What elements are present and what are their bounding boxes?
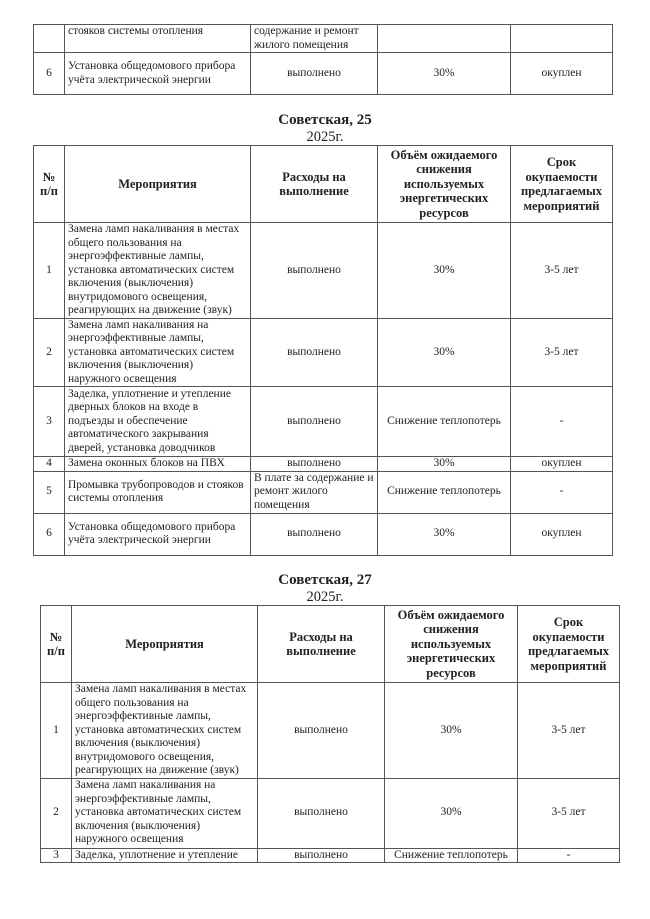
row-number: 6 [34,513,65,555]
header-activity: Мероприятия [65,146,251,223]
cost-cell: выполнено [251,318,378,387]
payback-cell: окуплен [511,513,613,555]
payback-cell: 3-5 лет [518,683,620,779]
header-reduction: Объём ожидаемого снижения используемых энергетических ресурсов [378,146,511,223]
table-row [34,387,613,457]
table-row [34,53,613,95]
activity-cell: Установка общедомового прибора учёта электрической энергии [65,513,251,555]
cost-cell: выполнено [251,53,378,95]
section-year: 2025г. [306,129,344,145]
payback-cell: 3-5 лет [518,778,620,848]
row-number: 3 [34,387,65,457]
header-num: № п/п [34,146,65,223]
reduction-cell: 30% [378,457,511,472]
table-header-row [34,146,613,223]
row-number [34,25,65,53]
cost-cell: выполнено [251,513,378,555]
cost-cell: выполнено [251,223,378,319]
header-payback: Срок окупаемости предлагаемых мероприятий [511,146,613,223]
section-heading [0,572,650,605]
activity-cell: Замена ламп накаливания в местах общего пользования на энергоэффективные лампы, установка автоматических систем включения (выключения) внутридомового освещения, реагирующих на движение (звук) [72,683,258,779]
activity-cell: Заделка, уплотнение и утепление [72,848,258,863]
header-reduction: Объём ожидаемого снижения используемых энергетических ресурсов [385,606,518,683]
measures-table [33,145,613,556]
table-row [34,457,613,472]
table-row [34,25,613,53]
payback-cell: 3-5 лет [511,223,613,319]
table-row [41,778,620,848]
cost-cell: выполнено [251,387,378,457]
payback-cell: окуплен [511,457,613,472]
row-number: 6 [34,53,65,95]
header-cost: Расходы на выполнение [258,606,385,683]
section-heading [0,112,650,145]
reduction-cell [378,25,511,53]
table-header-row [41,606,620,683]
table-row [34,223,613,319]
measures-table [40,605,620,863]
cost-cell: В плате за содержание и ремонт жилого помещения [251,471,378,513]
reduction-cell: 30% [378,513,511,555]
reduction-cell: 30% [378,318,511,387]
row-number: 2 [41,778,72,848]
cost-cell: выполнено [258,683,385,779]
activity-cell: Промывка трубопроводов и стояков системы отопления [65,471,251,513]
reduction-cell: 30% [385,778,518,848]
payback-cell: - [511,387,613,457]
reduction-cell: 30% [378,53,511,95]
activity-cell: Заделка, уплотнение и утепление дверных блоков на входе в подъезды и обеспечение автоматического закрывания дверей, установка доводчиков [65,387,251,457]
table-row [34,513,613,555]
row-number: 3 [41,848,72,863]
row-number: 4 [34,457,65,472]
row-number: 1 [41,683,72,779]
cost-cell: выполнено [258,848,385,863]
table-row [41,848,620,863]
table-row [34,318,613,387]
section-year: 2025г. [306,589,344,605]
payback-cell: 3-5 лет [511,318,613,387]
reduction-cell: 30% [378,223,511,319]
row-number: 5 [34,471,65,513]
activity-cell: Замена оконных блоков на ПВХ [65,457,251,472]
reduction-cell: Снижение теплопотерь [378,387,511,457]
reduction-cell: Снижение теплопотерь [385,848,518,863]
table-row [41,683,620,779]
section-address: Советская, 25 [278,112,372,128]
cost-cell: выполнено [251,457,378,472]
table-row [34,471,613,513]
header-payback: Срок окупаемости предлагаемых мероприятий [518,606,620,683]
activity-cell: Замена ламп накаливания на энергоэффективные лампы, установка автоматических систем включения (выключения) наружного освещения [65,318,251,387]
section-address: Советская, 27 [278,572,372,588]
activity-cell: стояков системы отопления [65,25,251,53]
payback-cell: окуплен [511,53,613,95]
reduction-cell: 30% [385,683,518,779]
payback-cell: - [511,471,613,513]
payback-cell [511,25,613,53]
cost-cell: выполнено [258,778,385,848]
activity-cell: Замена ламп накаливания в местах общего пользования на энергоэффективные лампы, установка автоматических систем включения (выключения) внутридомового освещения, реагирующих на движение (звук) [65,223,251,319]
reduction-cell: Снижение теплопотерь [378,471,511,513]
header-cost: Расходы на выполнение [251,146,378,223]
row-number: 2 [34,318,65,387]
fragment-table [33,24,613,95]
payback-cell: - [518,848,620,863]
activity-cell: Установка общедомового прибора учёта электрической энергии [65,53,251,95]
row-number: 1 [34,223,65,319]
header-activity: Мероприятия [72,606,258,683]
activity-cell: Замена ламп накаливания на энергоэффективные лампы, установка автоматических систем включения (выключения) наружного освещения [72,778,258,848]
cost-cell: содержание и ремонт жилого помещения [251,25,378,53]
header-num: № п/п [41,606,72,683]
